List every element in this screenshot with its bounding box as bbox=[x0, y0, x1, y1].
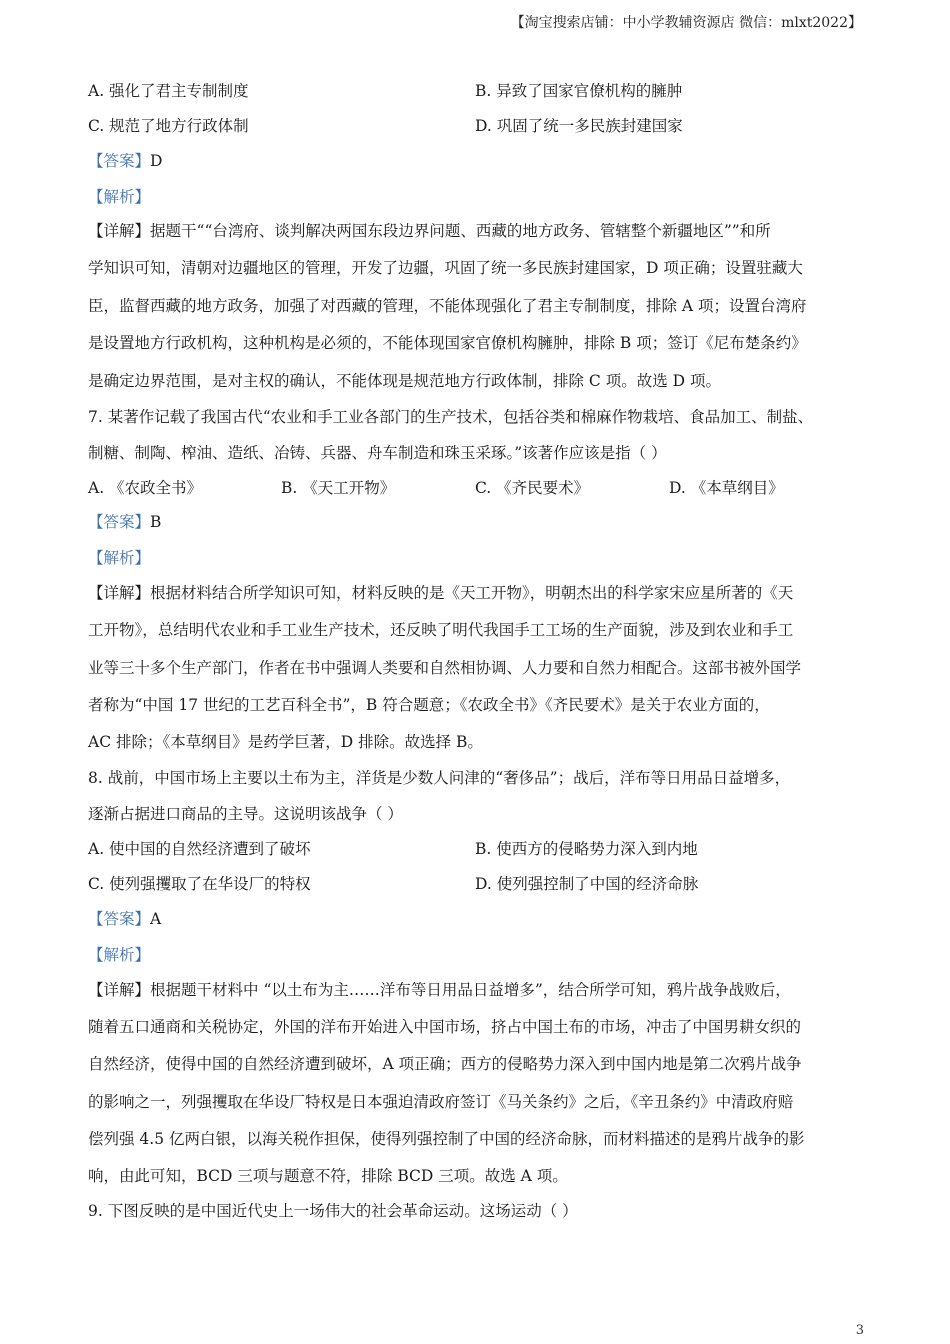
answer-value: A bbox=[150, 910, 162, 928]
q8-detail-line-4: 的影响之一，列强攫取在华设厂特权是日本强迫清政府签订《马关条约》之后，《辛丑条约》中清政府赔 bbox=[88, 1093, 794, 1111]
detail-text: 根据题干材料中 “以土布为主……洋布等日用品日益增多”，结合所学可知，鸦片战争战败后， bbox=[150, 981, 791, 999]
page-number: 3 bbox=[855, 1323, 864, 1338]
q7-detail-line-5: AC 排除；《本草纲目》是药学巨著，D 排除。故选择 B。 bbox=[88, 733, 483, 751]
q7-option-d: D. 《本草纲目》 bbox=[669, 479, 784, 497]
q8-option-a: A. 使中国的自然经济遭到了破坏 bbox=[88, 840, 311, 858]
q6-detail-line-1 bbox=[88, 220, 771, 242]
q7-analysis-heading bbox=[88, 547, 150, 569]
q8-stem-line-2: 逐渐占据进口商品的主导。这说明该战争（ ） bbox=[88, 805, 403, 823]
q8-detail-line-2: 随着五口通商和关税协定，外国的洋布开始进入中国市场，挤占中国土布的市场，冲击了中国男耕女织的 bbox=[88, 1018, 802, 1036]
q6-option-c: C. 规范了地方行政体制 bbox=[88, 117, 249, 135]
q7-detail-line-4: 者称为“中国 17 世纪的工艺百科全书”，B 符合题意；《农政全书》《齐民要术》是关于农业方面的， bbox=[88, 696, 770, 714]
q6-option-a: A. 强化了君主专制制度 bbox=[88, 82, 249, 100]
q6-analysis-heading bbox=[88, 186, 150, 208]
answer-value: B bbox=[150, 513, 162, 531]
q7-detail-line-1 bbox=[88, 582, 793, 604]
q8-analysis-heading bbox=[88, 944, 150, 966]
q7-detail-line-3: 业等三十多个生产部门，作者在书中强调人类要和自然相协调、人力要和自然力相配合。这部书被外国学 bbox=[88, 659, 802, 677]
q6-detail-line-4: 是设置地方行政机构，这种机构是必须的，不能体现国家官僚机构臃肿，排除 B 项；签订《尼布楚条约》 bbox=[88, 334, 807, 352]
detail-tag: 【详解】 bbox=[88, 981, 151, 999]
q7-answer bbox=[88, 511, 161, 533]
detail-text: 根据材料结合所学知识可知，材料反映的是《天工开物》，明朝杰出的科学家宋应星所著的《天 bbox=[150, 584, 794, 602]
q6-option-b: B. 异致了国家官僚机构的臃肿 bbox=[475, 82, 683, 100]
q8-detail-line-6: 响，由此可知，BCD 三项与题意不符，排除 BCD 三项。故选 A 项。 bbox=[88, 1167, 568, 1185]
q7-stem-line-1: 7. 某著作记载了我国古代“农业和手工业各部门的生产技术，包括谷类和棉麻作物栽培、食品加工、制盐、 bbox=[88, 408, 814, 426]
q7-option-b: B. 《天工开物》 bbox=[281, 479, 396, 497]
answer-tag: 【答案】 bbox=[88, 513, 151, 531]
q8-detail-line-1 bbox=[88, 979, 791, 1001]
answer-tag: 【答案】 bbox=[88, 152, 151, 170]
q8-detail-line-5: 偿列强 4.5 亿两白银，以海关税作担保，使得列强控制了中国的经济命脉，而材料描述的是鸦片战争的影 bbox=[88, 1130, 805, 1148]
page-header: 【淘宝搜索店铺：中小学教辅资源店 微信：mlxt2022】 bbox=[510, 15, 862, 31]
analysis-tag: 【解析】 bbox=[88, 188, 151, 206]
detail-tag: 【详解】 bbox=[88, 584, 151, 602]
analysis-tag: 【解析】 bbox=[88, 946, 151, 964]
answer-value: D bbox=[150, 152, 163, 170]
q8-answer bbox=[88, 908, 161, 930]
q8-option-c: C. 使列强攫取了在华设厂的特权 bbox=[88, 875, 311, 893]
q8-detail-line-3: 自然经济，使得中国的自然经济遭到破坏，A 项正确；西方的侵略势力深入到中国内地是第二次鸦片战争 bbox=[88, 1055, 802, 1073]
analysis-tag: 【解析】 bbox=[88, 549, 151, 567]
q7-detail-line-2: 工开物》，总结明代农业和手工业生产技术，还反映了明代我国手工工场的生产面貌，涉及到农业和手工 bbox=[88, 621, 794, 639]
q6-detail-line-5: 是确定边界范围，是对主权的确认，不能体现是规范地方行政体制，排除 C 项。故选 D 项。 bbox=[88, 372, 721, 390]
q8-option-d: D. 使列强控制了中国的经济命脉 bbox=[475, 875, 699, 893]
q7-stem-line-2: 制糖、制陶、榨油、造纸、冶铸、兵器、舟车制造和珠玉采琢。”该著作应该是指（ ） bbox=[88, 444, 667, 462]
q6-answer bbox=[88, 150, 162, 172]
detail-tag: 【详解】 bbox=[88, 222, 151, 240]
q7-option-c: C. 《齐民要术》 bbox=[475, 479, 590, 497]
q6-detail-line-3: 臣，监督西藏的地方政务，加强了对西藏的管理，不能体现强化了君主专制制度，排除 A 项；设置台湾府 bbox=[88, 297, 807, 315]
q7-option-a: A. 《农政全书》 bbox=[88, 479, 203, 497]
q6-option-d: D. 巩固了统一多民族封建国家 bbox=[475, 117, 683, 135]
q9-stem: 9. 下图反映的是中国近代史上一场伟大的社会革命运动。这场运动（ ） bbox=[88, 1202, 578, 1220]
q8-stem-line-1: 8. 战前，中国市场上主要以土布为主，洋货是少数人问津的“奢侈品”；战后，洋布等日用品日益增多， bbox=[88, 769, 791, 787]
q6-detail-line-2: 学知识可知，清朝对边疆地区的管理，开发了边疆，巩固了统一多民族封建国家，D 项正确；设置驻藏大 bbox=[88, 259, 803, 277]
detail-text: 据题干““台湾府、谈判解决两国东段边界问题、西藏的地方政务、管辖整个新疆地区””和所 bbox=[150, 222, 771, 240]
answer-tag: 【答案】 bbox=[88, 910, 151, 928]
q8-option-b: B. 使西方的侵略势力深入到内地 bbox=[475, 840, 698, 858]
